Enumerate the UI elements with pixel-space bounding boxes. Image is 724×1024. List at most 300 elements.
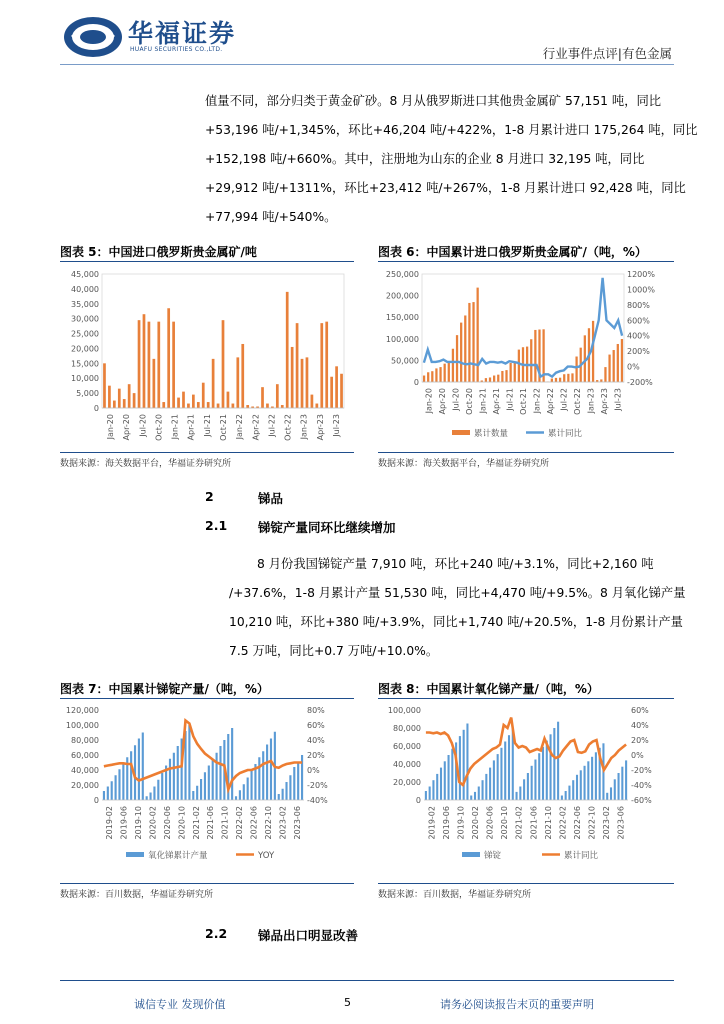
bar <box>289 775 291 800</box>
bar <box>219 746 221 800</box>
bar <box>618 773 620 800</box>
y-tick-label: 100,000 <box>387 706 421 715</box>
bar <box>177 746 179 800</box>
bar <box>568 786 570 800</box>
bar <box>222 320 225 408</box>
y-tick-label: 15,000 <box>71 359 99 369</box>
bar <box>614 779 616 800</box>
bar <box>250 771 252 800</box>
bar <box>247 778 249 801</box>
bar <box>575 357 577 382</box>
bar <box>505 370 507 382</box>
section-2-1-title: 锑锭产量同环比继续增加 <box>258 520 396 535</box>
bar <box>527 773 529 800</box>
figure-7-chart <box>60 700 354 880</box>
x-tick-label: Jul-23 <box>613 388 623 411</box>
x-tick-label: 2022-02 <box>235 806 245 840</box>
x-tick-label: Apr-23 <box>599 388 609 415</box>
series-line <box>104 721 302 790</box>
bar <box>563 374 565 382</box>
bar <box>258 757 260 800</box>
y-tick-label: 80,000 <box>393 724 421 733</box>
paragraph-line: +77,994 吨/+540%。 <box>205 210 337 224</box>
y2-tick-label: 60% <box>307 721 325 730</box>
bar <box>485 378 487 382</box>
bar <box>192 395 195 408</box>
y-tick-label: 60,000 <box>393 742 421 751</box>
y-tick-label: 20,000 <box>393 778 421 787</box>
bar <box>187 404 190 408</box>
x-tick-label: Apr-20 <box>438 388 448 415</box>
figure-5-bottom-rule <box>60 452 354 453</box>
y-tick-label: 40,000 <box>393 760 421 769</box>
y2-tick-label: -40% <box>307 796 328 805</box>
x-tick-label: 2023-06 <box>616 806 626 840</box>
bar <box>182 392 185 408</box>
y2-tick-label: 400% <box>627 331 650 341</box>
y2-tick-label: 200% <box>627 347 650 357</box>
bar <box>551 379 553 382</box>
bar <box>204 772 206 800</box>
x-tick-label: 2020-02 <box>471 806 480 840</box>
bar <box>482 780 484 800</box>
bar <box>610 787 612 800</box>
legend-label: 累计数量 <box>474 429 509 439</box>
bar <box>103 363 106 408</box>
bar <box>335 366 338 408</box>
bar <box>425 791 427 800</box>
bar <box>216 753 218 800</box>
bar <box>500 748 502 800</box>
bar <box>518 350 520 382</box>
x-tick-label: 2019-06 <box>119 806 129 840</box>
bar <box>172 322 175 408</box>
report-category: 行业事件点评|有色金属 <box>542 46 672 61</box>
x-tick-label: 2022-06 <box>249 806 259 840</box>
bar <box>470 796 472 801</box>
bar <box>546 741 548 800</box>
bar <box>217 404 220 408</box>
bar <box>621 767 623 800</box>
paragraph-line: /+37.6%，1-8 月累计产量 51,530 吨，同比+4,470 吨/+9.5%。8 月氧化锑产量 <box>229 586 686 600</box>
bar <box>542 747 544 800</box>
bar <box>266 745 268 801</box>
legend-label: 累计同比 <box>564 851 599 861</box>
y2-tick-label: 60% <box>631 706 649 715</box>
bar <box>340 374 343 408</box>
y2-tick-label: 600% <box>627 316 650 326</box>
bar <box>538 753 540 800</box>
legend-label: YOY <box>258 851 275 861</box>
y-tick-label: 45,000 <box>71 270 99 279</box>
figure-7-bottom-rule <box>60 883 354 884</box>
bar <box>146 796 148 800</box>
bar <box>167 308 170 408</box>
x-tick-label: 2020-06 <box>485 806 495 840</box>
bar <box>173 753 175 800</box>
bar <box>606 793 608 800</box>
x-tick-label: 2019-02 <box>427 806 437 840</box>
intro-paragraph <box>205 87 698 232</box>
bar <box>148 322 151 408</box>
y2-tick-label: 1000% <box>627 285 655 295</box>
figure-8-bottom-rule <box>378 883 674 884</box>
bar <box>559 378 561 382</box>
bar <box>509 363 511 382</box>
paragraph-line: 8 月份我国锑锭产量 7,910 吨，环比+240 吨/+3.1%，同比+2,160 吨 <box>257 557 654 571</box>
bar <box>270 739 272 801</box>
x-tick-label: 2021-10 <box>220 806 230 840</box>
x-tick-label: 2020-10 <box>177 806 187 840</box>
bar <box>239 790 241 800</box>
x-tick-label: Apr-20 <box>122 414 132 441</box>
figure-7-source: 数据来源：百川数据，华福证券研究所 <box>60 890 214 900</box>
bar <box>286 292 289 408</box>
bar <box>625 760 627 800</box>
y-tick-label: 40,000 <box>71 766 99 775</box>
figure-8-title: 图表 8：中国累计氧化锑产量/（吨，%） <box>378 682 599 696</box>
y2-tick-label: 20% <box>631 736 649 745</box>
x-tick-label: Oct-22 <box>572 388 582 415</box>
y-tick-label: 40,000 <box>71 284 99 294</box>
figure-6-source: 数据来源：海关数据平台，华福证券研究所 <box>378 459 550 469</box>
figure-7-title: 图表 7：中国累计锑锭产量/（吨，%） <box>60 682 269 696</box>
x-tick-label: Jan-22 <box>532 388 542 414</box>
x-tick-label: 2019-10 <box>456 806 466 840</box>
bar <box>550 734 552 800</box>
x-tick-label: Oct-22 <box>283 414 293 441</box>
bar <box>440 768 442 800</box>
bar <box>192 791 194 800</box>
bar <box>325 322 328 408</box>
section-2-2-number: 2.2 <box>205 926 228 941</box>
figure-8-top-rule <box>378 698 674 699</box>
bar <box>243 784 245 800</box>
bar <box>561 796 563 801</box>
bar <box>122 763 124 800</box>
y2-tick-label: 800% <box>627 300 650 310</box>
y2-tick-label: -60% <box>631 796 652 805</box>
bar <box>489 377 491 382</box>
x-tick-label: Jan-20 <box>106 414 116 440</box>
y2-tick-label: 1200% <box>627 270 655 279</box>
y-tick-label: 150,000 <box>385 313 419 323</box>
x-tick-label: Jul-20 <box>451 388 461 411</box>
section-2-1-paragraph <box>205 550 686 666</box>
bar <box>153 787 155 801</box>
bar <box>557 722 559 800</box>
x-tick-label: 2022-10 <box>263 806 273 840</box>
bar <box>448 361 450 382</box>
y-tick-label: 25,000 <box>71 329 99 339</box>
x-tick-label: Jul-22 <box>267 414 277 437</box>
x-tick-label: Oct-21 <box>519 388 528 415</box>
x-tick-label: 2023-02 <box>602 806 612 840</box>
bar <box>572 780 574 800</box>
bar <box>235 796 237 800</box>
bar <box>439 367 441 382</box>
bar <box>262 751 264 800</box>
y2-tick-label: -200% <box>627 378 653 387</box>
bar <box>530 339 532 382</box>
y-tick-label: 10,000 <box>71 374 99 384</box>
y-tick-label: 0 <box>93 404 99 413</box>
y2-tick-label: 0% <box>307 766 320 775</box>
bar <box>497 754 499 800</box>
figure-6-chart <box>378 264 674 450</box>
bar <box>157 780 159 800</box>
bar <box>207 402 210 408</box>
bar <box>285 782 287 800</box>
bar <box>431 371 433 382</box>
x-tick-label: Oct-20 <box>465 388 475 415</box>
y-tick-label: 0 <box>413 378 419 387</box>
x-tick-label: Apr-22 <box>251 414 261 441</box>
bar <box>157 322 160 408</box>
bar <box>261 387 264 408</box>
bar <box>138 739 140 801</box>
y2-tick-label: 0% <box>631 751 644 760</box>
legend-swatch <box>126 852 144 857</box>
bar <box>534 330 536 382</box>
bar <box>246 405 249 408</box>
y2-tick-label: -40% <box>631 781 652 790</box>
x-tick-label: 2021-10 <box>543 806 553 840</box>
header-divider <box>60 64 674 65</box>
x-tick-label: Jan-23 <box>299 414 309 440</box>
bar <box>111 781 113 800</box>
y-tick-label: 100,000 <box>65 721 99 730</box>
x-tick-label: Apr-21 <box>186 414 196 441</box>
bar <box>212 359 215 408</box>
legend-swatch <box>452 430 470 435</box>
x-tick-label: 2020-06 <box>162 806 172 840</box>
bar <box>466 724 468 801</box>
bar <box>130 751 132 800</box>
paragraph-line: 值量不同，部分归类于黄金矿砂。8 月从俄罗斯进口其他贵金属矿 57,151 吨，同比 <box>205 94 662 108</box>
bar <box>508 735 510 800</box>
y-tick-label: 100,000 <box>385 334 419 344</box>
paragraph-line: +152,198 吨/+660%。其中，注册地为山东的企业 8 月进口 32,195 吨，同比 <box>205 152 645 166</box>
bar <box>306 357 309 408</box>
bar <box>188 725 190 800</box>
page-number: 5 <box>344 996 351 1009</box>
bar <box>567 374 569 382</box>
bar <box>196 786 198 800</box>
bar <box>456 335 458 382</box>
x-tick-label: Jul-22 <box>559 388 569 411</box>
footer-disclaimer: 请务必阅读报告末页的重要声明 <box>440 998 594 1011</box>
bar <box>604 367 606 382</box>
y-tick-label: 0 <box>93 796 99 805</box>
figure-8-source: 数据来源：百川数据，华福证券研究所 <box>378 890 532 900</box>
bar <box>459 736 461 800</box>
x-tick-label: 2023-02 <box>278 806 288 840</box>
x-tick-label: 2021-02 <box>514 806 524 840</box>
section-2-number: 2 <box>205 489 214 504</box>
bar <box>296 323 299 408</box>
bar <box>118 769 120 800</box>
bar <box>444 364 446 382</box>
bar <box>451 749 453 800</box>
bar <box>531 766 533 800</box>
figure-6-bottom-rule <box>378 452 674 453</box>
y-tick-label: 60,000 <box>71 751 99 760</box>
figure-6-title: 图表 6：中国累计进口俄罗斯贵金属矿/（吨，%） <box>378 245 647 259</box>
bar <box>489 768 491 800</box>
bar <box>177 398 180 408</box>
x-tick-label: 2021-02 <box>191 806 201 840</box>
bar <box>460 323 462 382</box>
x-tick-label: Jul-23 <box>331 414 341 437</box>
bar <box>266 404 269 408</box>
bar <box>452 349 454 382</box>
figure-5-chart <box>60 264 354 450</box>
bar <box>592 321 594 382</box>
bar <box>291 347 294 408</box>
bar <box>149 793 151 801</box>
x-tick-label: Jan-20 <box>424 388 434 414</box>
bar <box>236 357 239 408</box>
bar <box>617 344 619 382</box>
x-tick-label: 2022-02 <box>558 806 568 840</box>
figure-8-chart <box>378 700 674 880</box>
bar <box>301 359 304 408</box>
y-tick-label: 0 <box>415 796 421 805</box>
section-2-1-number: 2.1 <box>205 518 228 533</box>
legend-label: 累计同比 <box>548 429 583 439</box>
bar <box>143 314 146 408</box>
legend-label: 锑锭 <box>484 851 502 861</box>
bar <box>113 401 116 408</box>
x-tick-label: Jul-21 <box>505 388 515 411</box>
bar <box>485 774 487 800</box>
bar <box>197 402 200 408</box>
bar <box>523 779 525 800</box>
section-2-2-title: 锑品出口明显改善 <box>258 928 359 943</box>
bar <box>608 355 610 382</box>
x-tick-label: Apr-22 <box>545 388 555 415</box>
bar <box>278 794 280 800</box>
bar <box>477 288 479 382</box>
bar <box>432 780 434 800</box>
bar <box>448 755 450 800</box>
bar <box>591 757 593 800</box>
bar <box>330 377 333 408</box>
bar <box>463 730 465 800</box>
x-tick-label: Apr-23 <box>315 414 325 441</box>
bar <box>427 372 429 382</box>
x-tick-label: Jul-21 <box>202 414 212 437</box>
x-tick-label: 2020-02 <box>148 806 158 840</box>
y-tick-label: 20,000 <box>71 781 99 790</box>
y2-tick-label: 80% <box>307 706 325 715</box>
y2-tick-label: 20% <box>307 751 325 760</box>
x-tick-label: 2022-10 <box>587 806 597 840</box>
bar <box>497 375 499 382</box>
bar <box>281 405 284 408</box>
bar <box>103 791 105 800</box>
bar <box>504 742 506 801</box>
bar <box>474 792 476 800</box>
bar <box>501 371 503 382</box>
bar <box>464 315 466 382</box>
bar <box>293 767 295 800</box>
y2-tick-label: -20% <box>631 766 652 775</box>
paragraph-line: 7.5 万吨，同比+0.7 万吨/+10.0%。 <box>229 644 439 658</box>
paragraph-line: +29,912 吨/+1311%，环比+23,412 吨/+267%，1-8 月累计进口 92,428 吨，同比 <box>205 181 686 195</box>
figure-5-source: 数据来源：海关数据平台，华福证券研究所 <box>60 459 232 469</box>
brand-name-en: HUAFU SECURITIES CO.,LTD. <box>130 46 223 53</box>
bar <box>142 733 144 801</box>
bar <box>128 384 131 408</box>
bar <box>118 389 121 408</box>
bar <box>320 323 323 408</box>
bar <box>565 791 567 800</box>
bar <box>595 752 597 800</box>
figure-6-top-rule <box>378 261 674 262</box>
bar <box>519 787 521 801</box>
bar <box>311 395 314 408</box>
bar <box>429 787 431 801</box>
x-tick-label: 2022-06 <box>573 806 582 840</box>
bar <box>212 759 214 800</box>
y-tick-label: 250,000 <box>385 270 419 279</box>
bar <box>621 339 623 382</box>
section-2-title: 锑品 <box>258 491 284 506</box>
bar <box>587 761 589 800</box>
bar <box>423 376 425 382</box>
figure-5-top-rule <box>60 261 354 262</box>
bar <box>553 728 555 800</box>
paragraph-line: 10,210 吨，环比+380 吨/+3.9%，同比+1,740 吨/+20.5%，1-8 月份累计产量 <box>229 615 683 629</box>
y-tick-label: 5,000 <box>76 389 99 399</box>
x-tick-label: Jan-21 <box>170 414 180 440</box>
bar <box>231 728 233 800</box>
x-tick-label: 2020-10 <box>500 806 510 840</box>
bar <box>227 392 230 408</box>
y-tick-label: 30,000 <box>71 314 99 324</box>
legend-label: 氧化锑累计产量 <box>148 851 208 861</box>
y2-tick-label: 40% <box>307 736 325 745</box>
y-tick-label: 20,000 <box>71 344 99 354</box>
bar <box>123 399 126 408</box>
y-tick-label: 80,000 <box>71 736 99 745</box>
x-tick-label: Jan-23 <box>586 388 596 414</box>
bar <box>315 404 318 408</box>
figure-5-title: 图表 5：中国进口俄罗斯贵金属矿/吨 <box>60 245 257 259</box>
y2-tick-label: -20% <box>307 781 328 790</box>
y-tick-label: 35,000 <box>71 299 99 309</box>
x-tick-label: Jan-22 <box>235 414 245 440</box>
bar <box>514 362 516 382</box>
bar <box>516 792 518 800</box>
x-tick-label: 2019-10 <box>134 806 144 840</box>
x-tick-label: Oct-20 <box>154 414 164 441</box>
bar <box>571 373 573 382</box>
bar <box>576 775 578 800</box>
bar <box>108 386 111 408</box>
paragraph-line: +53,196 吨/+1,345%，环比+46,204 吨/+422%，1-8 月累计进口 175,264 吨，同比 <box>205 123 698 137</box>
bar <box>115 775 117 800</box>
bar <box>133 393 136 408</box>
bar <box>200 779 202 800</box>
bar <box>555 378 557 382</box>
x-tick-label: 2023-06 <box>292 806 302 840</box>
bar <box>584 766 586 800</box>
bar <box>493 760 495 800</box>
x-tick-label: 2019-02 <box>105 806 115 840</box>
